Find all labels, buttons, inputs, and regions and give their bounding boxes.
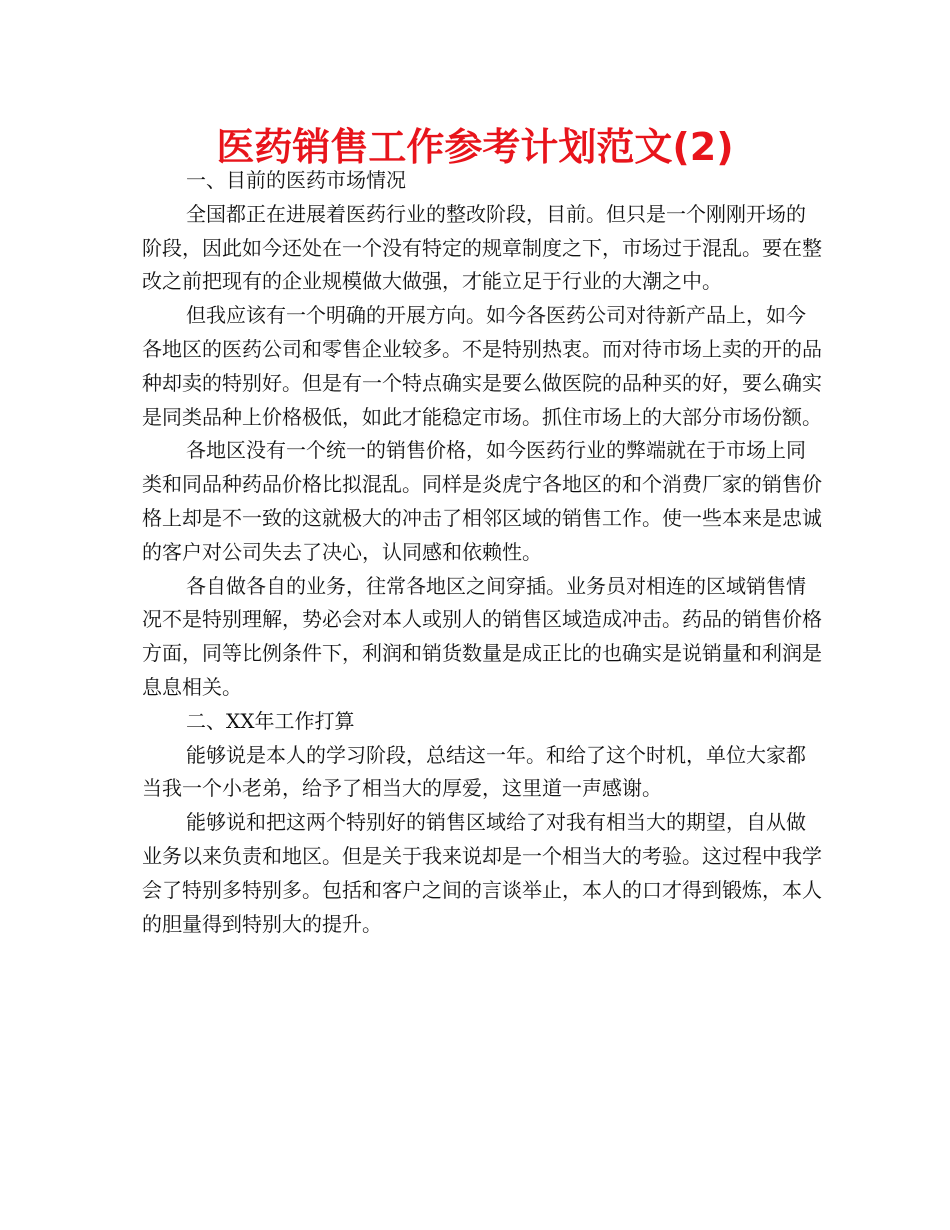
body-paragraph: 各自做各自的业务，往常各地区之间穿插。业务员对相连的区域销售情况不是特别理解，势必会对本人或别人的销售区域造成冲击。药品的销售价格方面，同等比例条件下，利润和销货数量是成正比的也确实是说销量和利润是息息相关。 <box>142 573 822 699</box>
document-body <box>142 164 822 941</box>
body-paragraph: 各地区没有一个统一的销售价格，如今医药行业的弊端就在于市场上同类和同品种药品价格比拟混乱。同样是炎虎宁各地区的和个消费厂家的销售价格上却是不一致的这就极大的冲击了相邻区域的销售工作。使一些本来是忠诚的客户对公司失去了决心，认同感和依赖性。 <box>142 438 822 564</box>
body-paragraph: 能够说是本人的学习阶段，总结这一年。和给了这个时机，单位大家都当我一个小老弟，给予了相当大的厚爱，这里道一声感谢。 <box>142 742 806 801</box>
body-paragraph: 全国都正在进展着医药行业的整改阶段，目前。但只是一个刚刚开场的阶段，因此如今还处在一个没有特定的规章制度之下，市场过于混乱。要在整改之前把现有的企业规模做大做强，才能立足于行业的大潮之中。 <box>142 201 822 294</box>
section-heading-plan: 二、XX年工作打算 <box>186 708 355 733</box>
document-title: 医药销售工作参考计划范文(2) <box>216 125 734 169</box>
body-paragraph: 能够说和把这两个特别好的销售区域给了对我有相当大的期望，自从做业务以来负责和地区。但是关于我来说却是一个相当大的考验。这过程中我学会了特别多特别多。包括和客户之间的言谈举止，本人的口才得到锻炼，本人的胆量得到特别大的提升。 <box>142 810 822 936</box>
body-paragraph: 但我应该有一个明确的开展方向。如今各医药公司对待新产品上，如今各地区的医药公司和零售企业较多。不是特别热衷。而对待市场上卖的开的品种却卖的特别好。但是有一个特点确实是要么做医院的品种买的好，要么确实是同类品种上价格极低，如此才能稳定市场。抓住市场上的大部分市场份额。 <box>142 303 822 429</box>
section-heading-market: 一、目前的医药市场情况 <box>186 168 406 192</box>
